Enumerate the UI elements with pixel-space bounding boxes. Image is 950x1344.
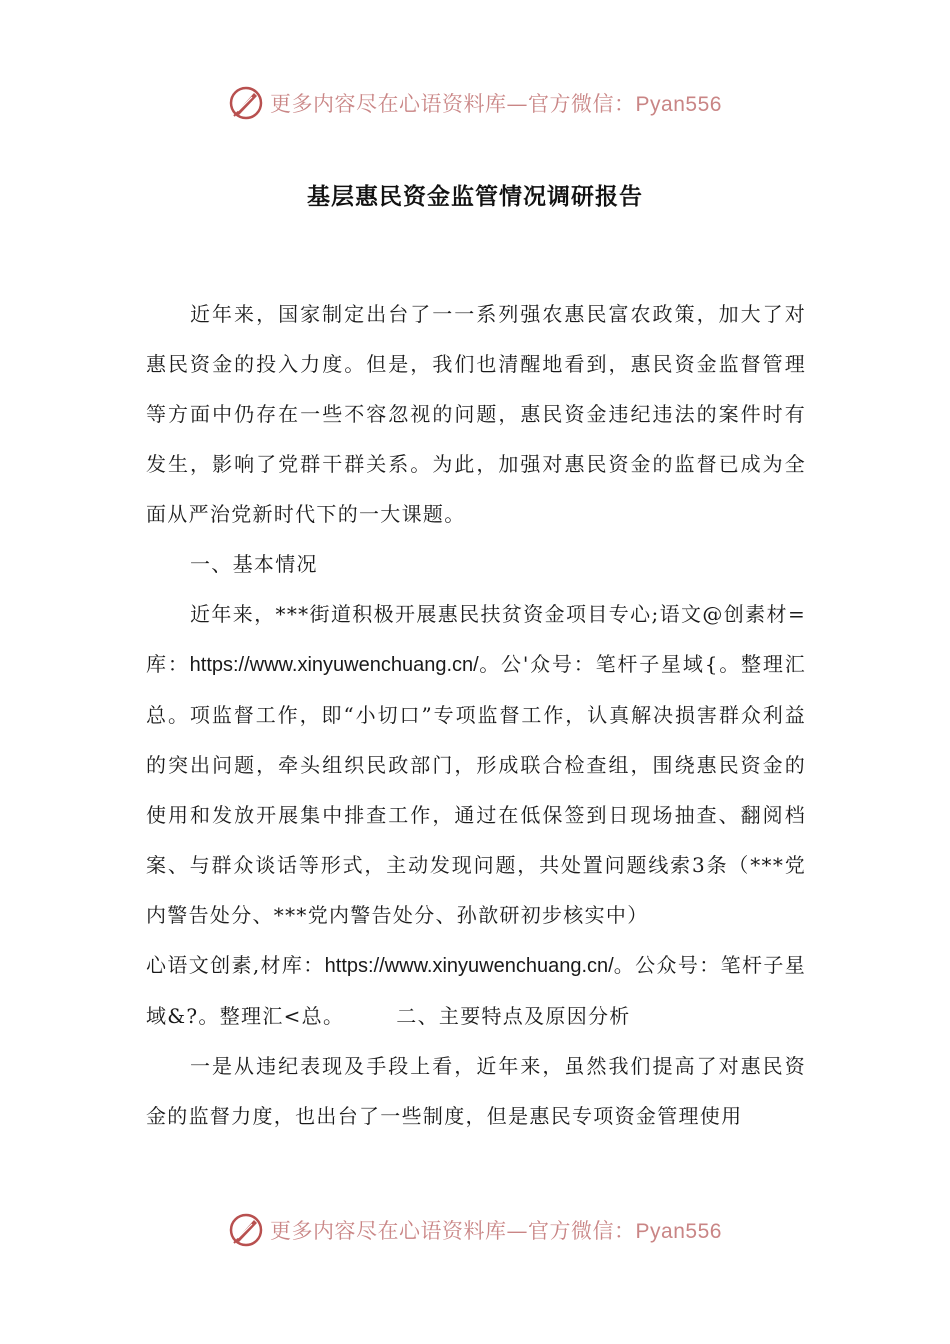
paragraph-source-note: 心语文创素,材库：https://www.xinyuwenchuang.cn/。公众号：笔杆子星域&?。整理汇<总。 二、主要特点及原因分析 bbox=[146, 953, 806, 1028]
paragraph-intro: 近年来，国家制定出台了一一系列强农惠民富农政策，加大了对惠民资金的投入力度。但是，我们也清醒地看到，惠民资金监督管理等方面中仍存在一些不容忽视的问题，惠民资金违纪违法的案件时有发生，影响了党群干群关系。为此，加强对惠民资金的监督已成为全面从严治党新时代下的一大课题。 bbox=[146, 302, 806, 526]
watermark-text: 更多内容尽在心语资料库—官方微信：Pyan556 bbox=[270, 1219, 722, 1243]
section-heading-analysis: 二、主要特点及原因分析 bbox=[396, 1004, 631, 1028]
watermark-banner-top bbox=[0, 81, 950, 125]
source-url-2: https://www.xinyuwenchuang.cn/ bbox=[324, 955, 614, 977]
section-heading-basic: 一、基本情况 bbox=[190, 552, 318, 576]
watermark-text: 更多内容尽在心语资料库—官方微信：Pyan556 bbox=[270, 92, 722, 116]
watermark-banner-bottom bbox=[0, 1208, 950, 1252]
paragraph-basic: 近年来，***街道积极开展惠民扶贫资金项目专心;语文@创素材=库：https://www.xinyuwenchuang.cn/。公'众号：笔杆子星域{。整理汇总。项监督工作，即“小切口”专项监督工作，认真解决损害群众利益的突出问题，牵头组织民政部门，形成联合检查组，围绕惠民资金的使用和发放开展集中排查工作，通过在低保签到日现场抽查、翻阅档案、与群众谈话等形式，主动发现问题，共处置问题线索3条（***党内警告处分、***党内警告处分、孙歆研初步核实中） bbox=[146, 602, 806, 927]
document-title: 基层惠民资金监管情况调研报告 bbox=[307, 184, 643, 210]
quill-logo-icon bbox=[228, 85, 264, 121]
quill-logo-icon bbox=[228, 1212, 264, 1248]
source-url: https://www.xinyuwenchuang.cn/ bbox=[189, 654, 479, 676]
paragraph-analysis: 一是从违纪表现及手段上看，近年来，虽然我们提高了对惠民资金的监督力度，也出台了一些制度，但是惠民专项资金管理使用 bbox=[146, 1054, 806, 1128]
document-body bbox=[146, 289, 806, 1141]
